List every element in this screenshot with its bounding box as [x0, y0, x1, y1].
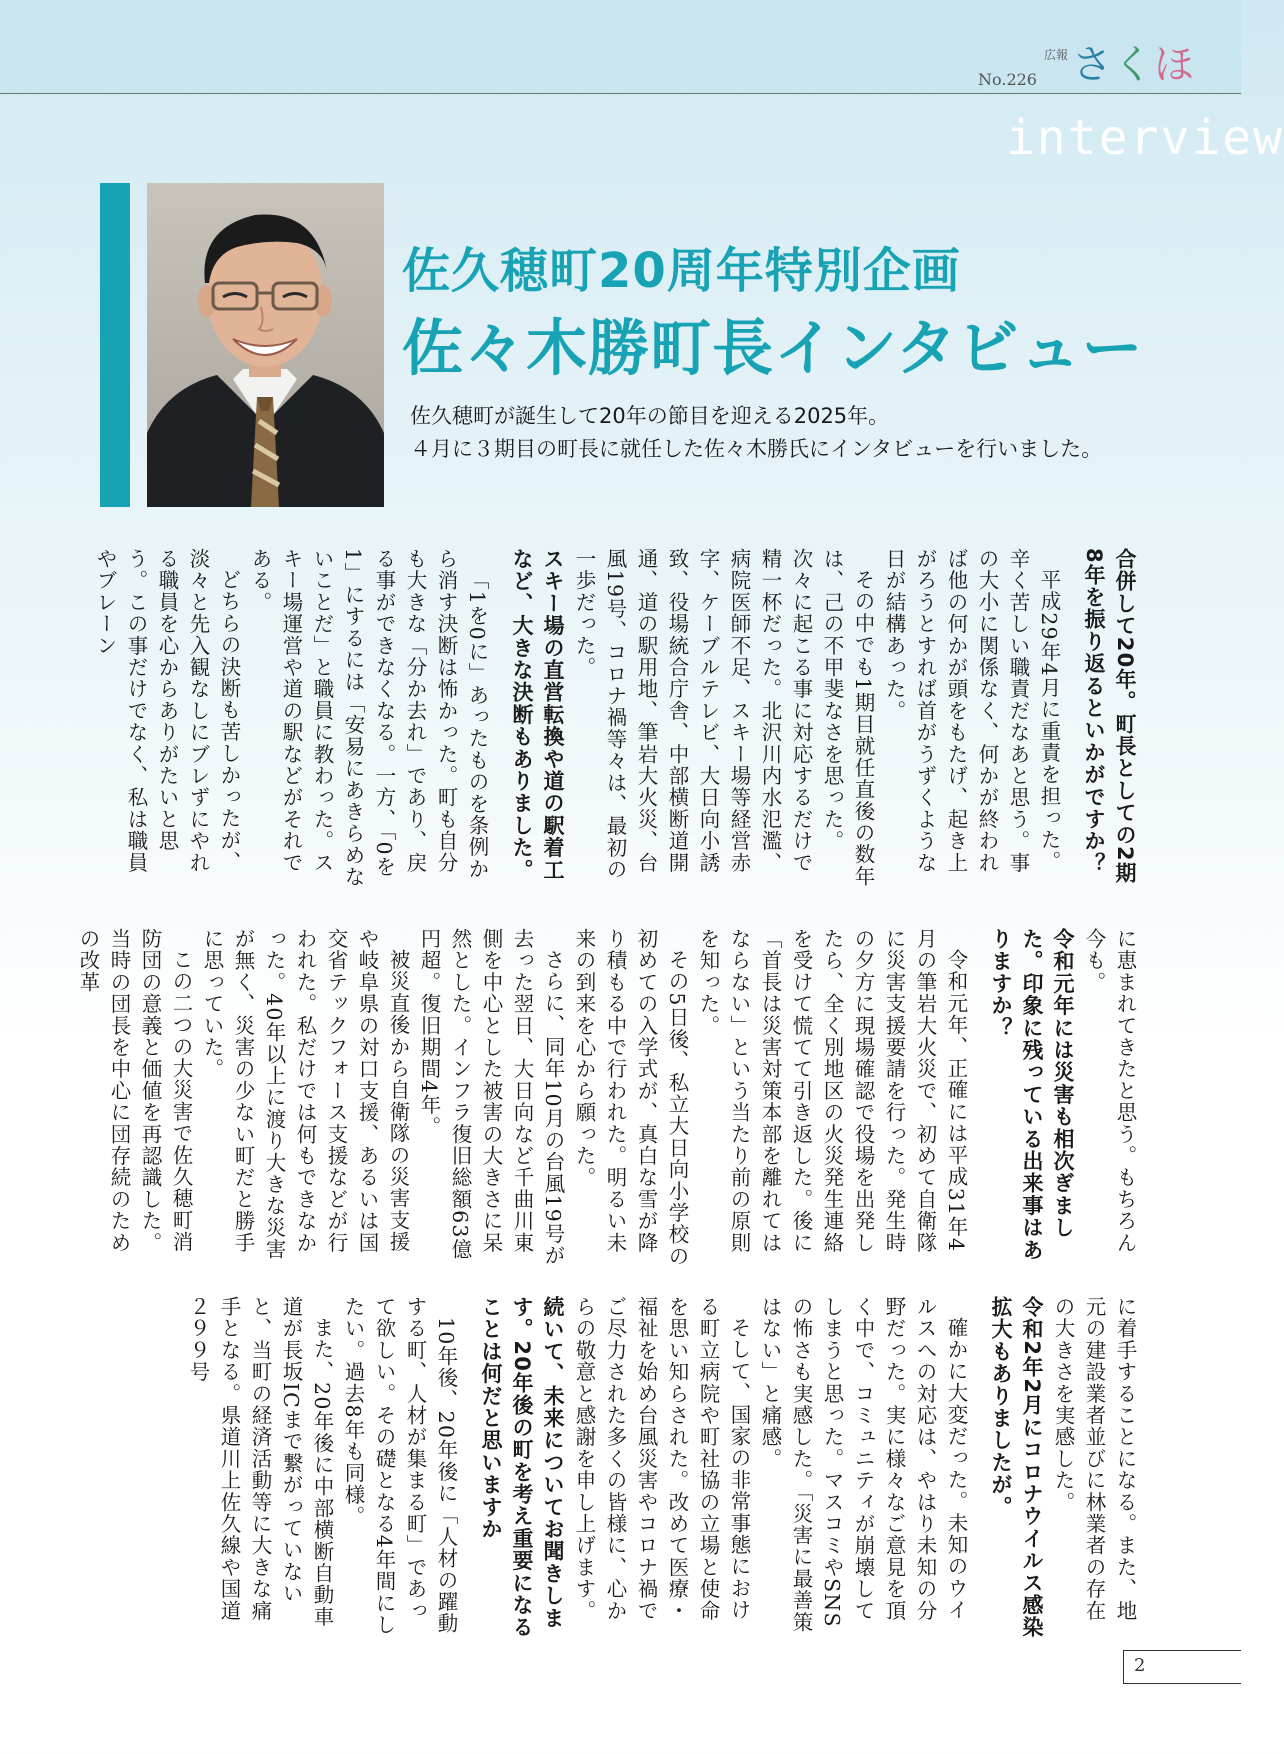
paragraph: その中でも1期目就任直後の数年は、己の不甲斐なさを思った。次々に起こる事に対応するだけで精一杯だった。北沢川内水氾濫、病院医師不足、スキー場等経営赤字、ケーブルテレビ、大日向小誘致、役場統合庁舎、中部横断道開通、道の駅用地、筆岩大火災、台風19号、コロナ禍等々は、最初の一歩だった。	[572, 548, 875, 887]
paragraph: に着手することになる。また、地元の建設業者並びに林業者の存在の大きさを実感した。	[1051, 1296, 1137, 1622]
lead-line-2: ４月に３期目の町長に就任した佐々木勝氏にインタビューを行いました。	[410, 437, 1103, 461]
question-heading: 令和2年2月にコロナウイルス感染拡大もありましたが。	[989, 1296, 1044, 1639]
article-block-top	[95, 548, 1140, 888]
paragraph: そして、国家の非常事態における町立病院や町社協の立場と使命を思い知らされた。改めて医療・福祉を始め台風災害やコロナ禍でご尽力された多くの皆様に、心からの敬意と感謝を申し上げます。	[572, 1296, 751, 1622]
question-heading: 令和元年には災害も相次ぎました。印象に残っている出来事はありますか？	[989, 928, 1075, 1261]
brand-char-sa: さ	[1072, 42, 1113, 88]
brand-logo	[1072, 40, 1195, 90]
paragraph: 10年後、20年後に「人材の躍動する町、人材が集まる町」であって欲しい。その礎となる4年間にしたい。過去8年も同様。	[341, 1296, 458, 1636]
paragraph: どちらの決断も苦しかったが、淡々と先入観なしにブレずにやれる職員を心からありがたいと思う。この事だけでなく、私は職員やブレーン	[93, 548, 241, 874]
question-heading: 合併して20年。町長としての2期8年を振り返るといかがですか？	[1082, 548, 1137, 885]
mayor-portrait	[147, 183, 384, 507]
question-heading: スキー場の直営転換や道の駅着工など、大きな決断もありました。	[510, 548, 565, 881]
paragraph: その5日後、私立大日向小学校の初めての入学式が、真白な雪が降り積もる中で行われた。明るい未来の到来を心から願った。	[572, 928, 689, 1267]
lead-text	[410, 400, 1150, 466]
paragraph: 「1を0に」あったものを条例から消す決断は怖かった。町も自分も大きな「分か去れ」であり、戻る事ができなくなる。一方、「0を1」にするには「安易にあきらめないことだ」と職員に教わった。スキー場運営や道の駅などがそれである。	[248, 548, 489, 888]
paragraph: に恵まれてきたと思う。もちろん今も。	[1082, 928, 1137, 1254]
brand-char-ho: ほ	[1154, 42, 1195, 88]
portrait-illustration	[147, 183, 384, 507]
header-bar	[0, 0, 1241, 94]
question-heading: 続いて、未来についてお聞きします。20年後の町を考え重要になることは何だと思いますか	[479, 1296, 565, 1639]
paragraph: 被災直後から自衛隊の災害支援や岐阜県の対口支援、あるいは国交省テックフォース支援などが行われた。私だけでは何もできなかった。40年以上に渡り大きな災害が無く、災害の少ない町だと勝手に思っていた。	[200, 928, 410, 1261]
paragraph: 令和元年、正確には平成31年4月の筆岩大火災で、初めて自衛隊に災害支援要請を行った。発生時の夕方に現場確認で役場を出発したら、全く別地区の火災発生連絡を受けて慌てて引き返した。後に「首長は災害対策本部を離れてはならない」という当たり前の原則を知った。	[696, 928, 968, 1254]
section-label: interview	[1006, 110, 1284, 166]
title-line-2: 佐々木勝町長インタビュー	[402, 313, 1144, 384]
page-number: 2	[1134, 1655, 1146, 1676]
title-line-1: 佐久穂町20周年特別企画	[402, 243, 961, 299]
brand-char-ku: く	[1113, 42, 1154, 88]
lead-line-1: 佐久穂町が誕生して20年の節目を迎える2025年。	[410, 404, 890, 428]
paragraph: 確かに大変だった。未知のウイルスへの対応は、やはり未知の分野だった。実に様々なご意見を頂く中で、コミュニティが崩壊してしまうと思った。マスコミやSNSの怖さも実感した。「災害に最善策はない」と痛感。	[758, 1296, 968, 1633]
paragraph: さらに、同年10月の台風19号が去った翌日、大日向など千曲川東側を中心とした被害の大きさに呆然とした。インフラ復旧総額63億円超。復旧期間4年。	[417, 928, 565, 1266]
paragraph: この二つの大災害で佐久穂町消防団の意義と価値を再認識した。当時の団長を中心に団存続のための改革	[76, 928, 193, 1254]
issue-number: No.226	[978, 70, 1037, 89]
paragraph: また、20年後に中部横断自動車道が長坂ICまで繋がっていないと、当町の経済活動等に大きな痛手となる。県道川上佐久線や国道２９９号	[186, 1296, 334, 1628]
accent-bar	[100, 183, 130, 507]
article-block-bottom	[95, 1296, 1140, 1641]
brand-prefix: 広報	[1044, 48, 1069, 62]
page-number-box	[1123, 1650, 1241, 1684]
paragraph: 平成29年4月に重責を担った。辛く苦しい職責だなあと思う。事の大小に関係なく、何かが終われば他の何かが頭をもたげ、起き上がろうとすれば首がうずくような日が結構あった。	[882, 548, 1061, 874]
article-block-middle	[76, 928, 1140, 1268]
